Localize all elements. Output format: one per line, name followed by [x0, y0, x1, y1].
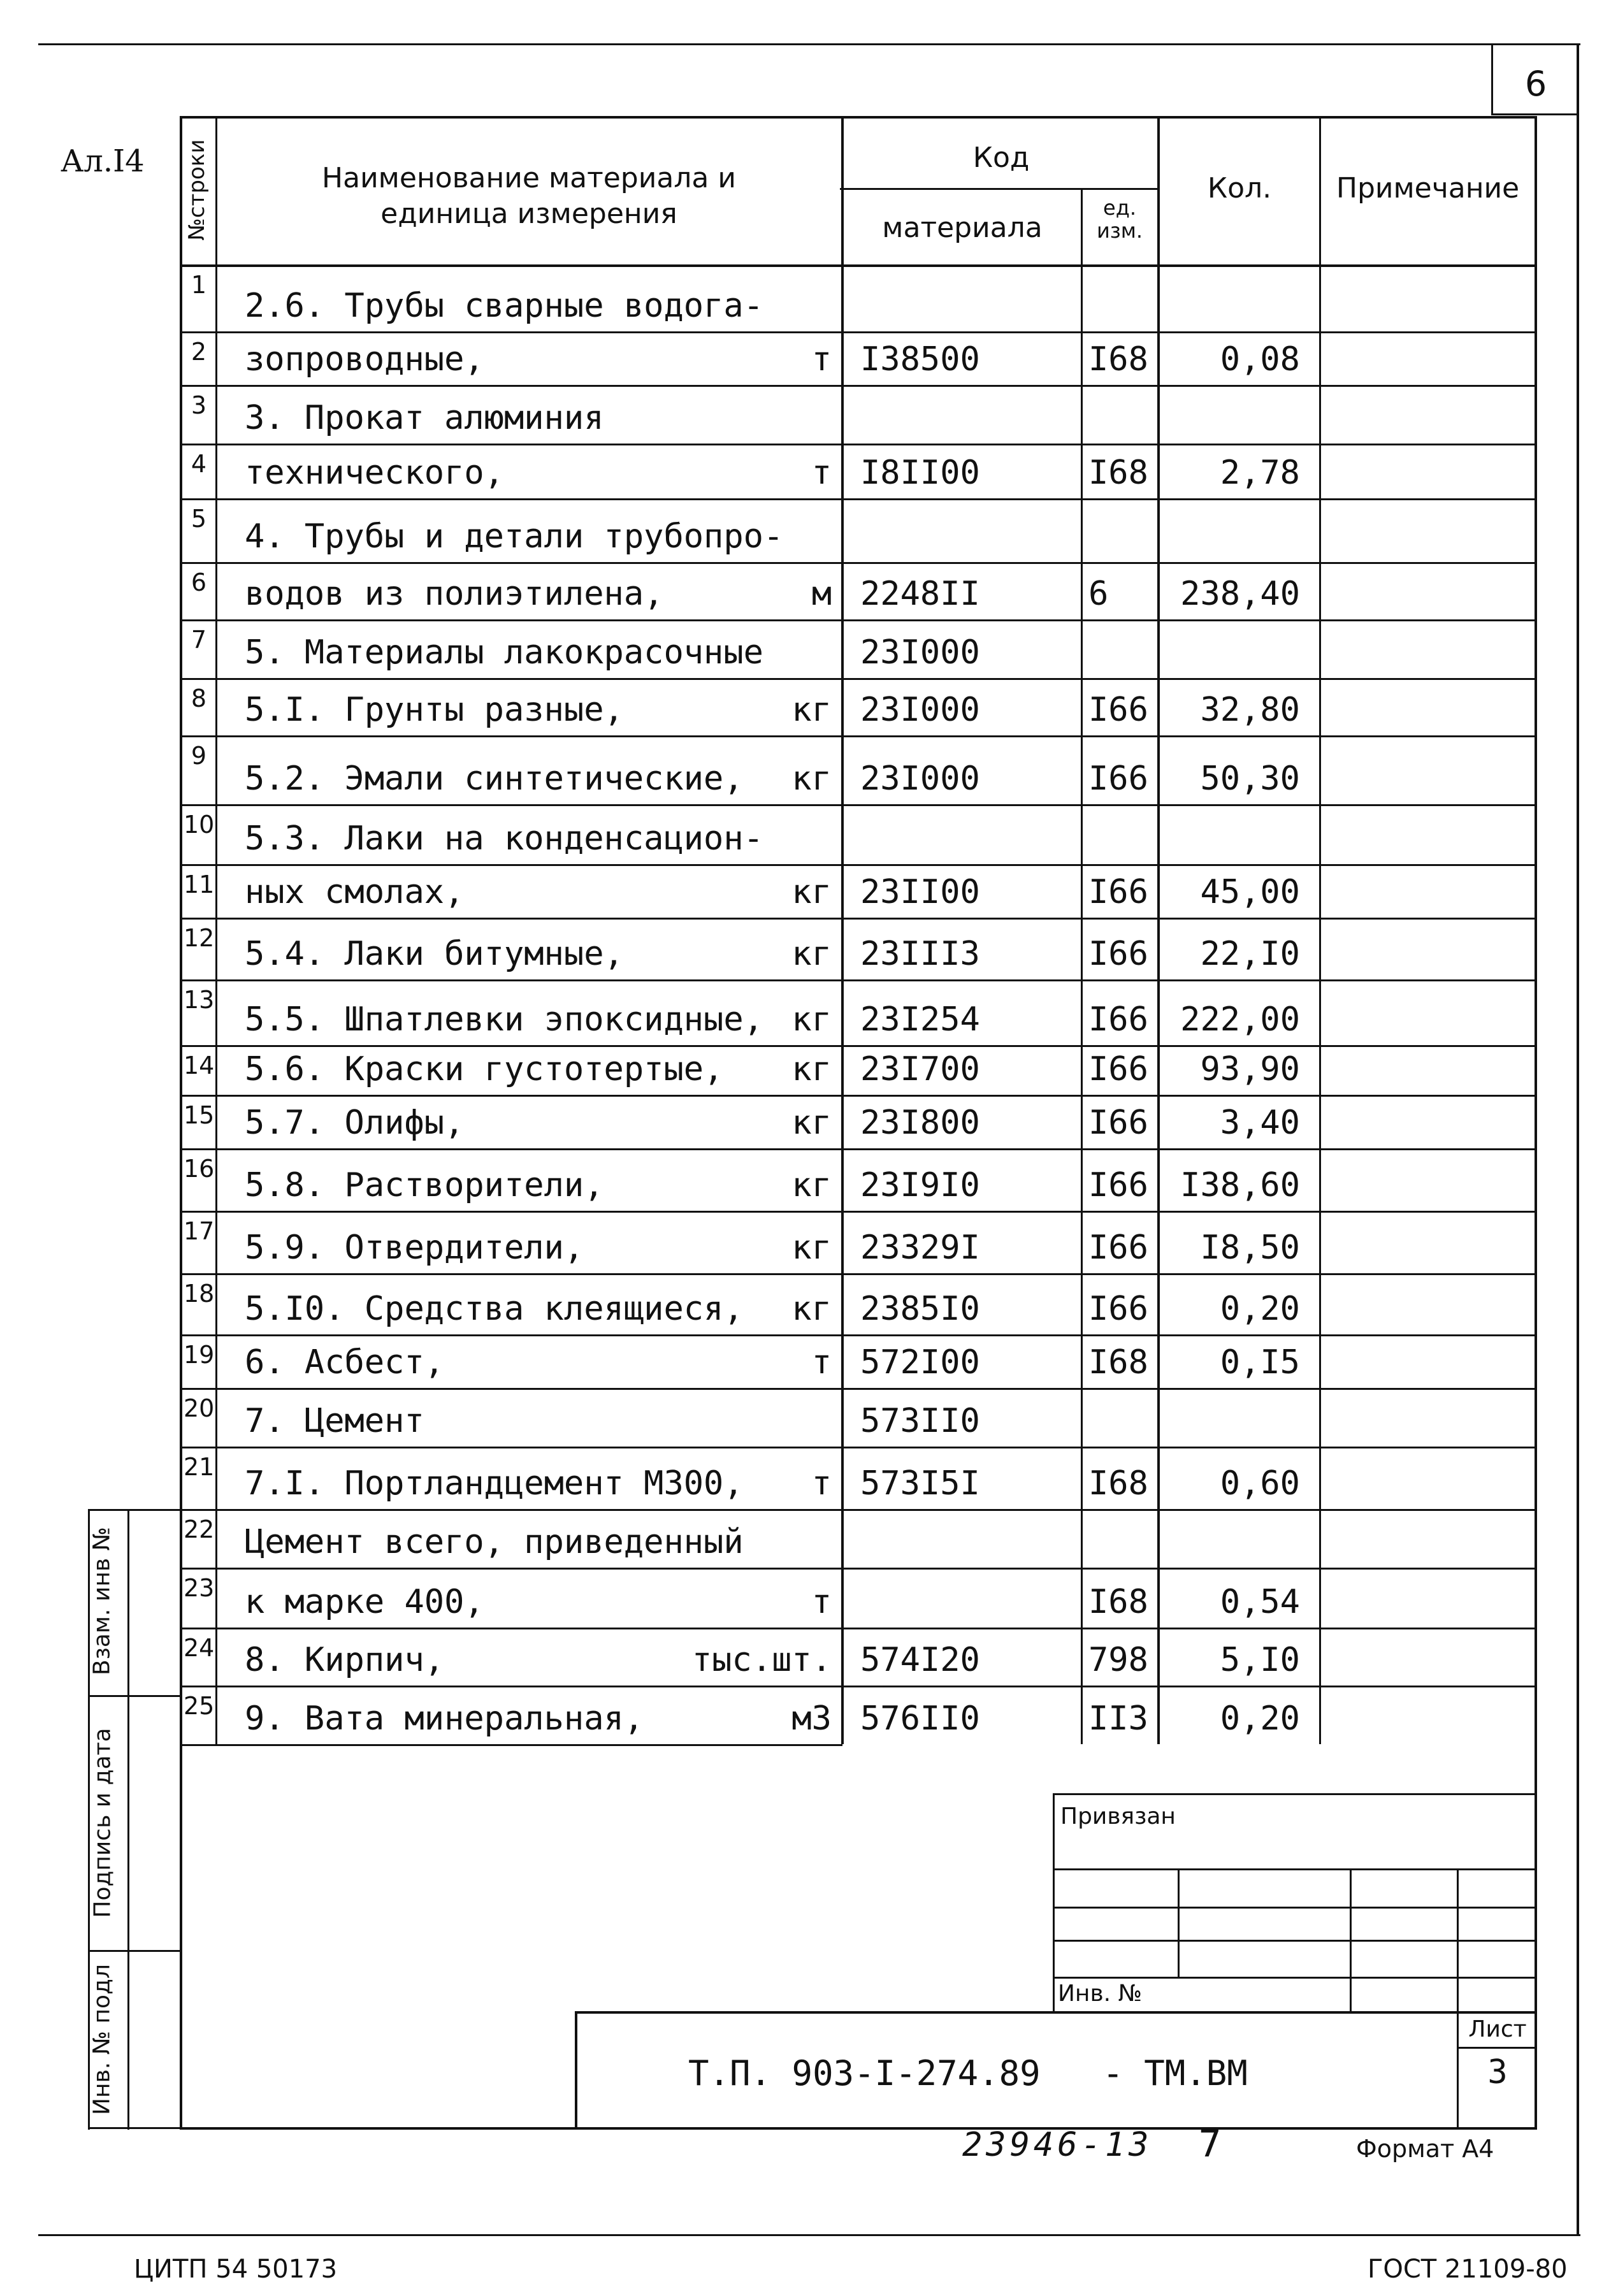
- material-name: 8. Кирпич,: [245, 1641, 445, 1679]
- footer-right: ГОСТ 21109-80: [1368, 2255, 1568, 2284]
- material-name: 2.6. Трубы сварные водога-: [245, 287, 763, 325]
- unit-code: I68: [1088, 340, 1148, 379]
- appendix-label: Ал.I4: [61, 143, 145, 179]
- material-name: 5.5. Шпатлевки эпоксидные,: [245, 1000, 763, 1039]
- material-name: технического,: [245, 454, 504, 492]
- material-name: 5.2. Эмали синтетические,: [245, 760, 744, 798]
- material-name: зопроводные,: [245, 340, 484, 379]
- quantity: 5,I0: [1220, 1641, 1300, 1679]
- row-number: 18: [184, 1280, 215, 1308]
- header-note: Примечание: [1336, 172, 1520, 205]
- unit-of-measure: кг: [791, 1000, 832, 1039]
- unit-code: I66: [1088, 1104, 1148, 1142]
- quantity: I8,50: [1200, 1229, 1300, 1267]
- material-code: 23329I: [860, 1229, 980, 1267]
- unit-code: I68: [1088, 1343, 1148, 1382]
- material-name: 5.7. Олифы,: [245, 1104, 465, 1142]
- quantity: 3,40: [1220, 1104, 1300, 1142]
- bottom-border: [38, 2234, 1580, 2236]
- row-number: 19: [184, 1341, 215, 1369]
- unit-code: 798: [1088, 1641, 1148, 1679]
- material-code: 576II0: [860, 1700, 980, 1738]
- material-code: 573II0: [860, 1402, 980, 1440]
- header-name: Наименование материала и единица измерения: [322, 162, 736, 230]
- unit-code: I68: [1088, 454, 1148, 492]
- unit-code: I66: [1088, 1166, 1148, 1204]
- row-number: 2: [191, 338, 207, 366]
- quantity: 0,60: [1220, 1464, 1300, 1503]
- material-name: 7. Цемент: [245, 1402, 424, 1440]
- material-name: 5.8. Растворители,: [245, 1166, 604, 1204]
- row-number: 1: [191, 271, 207, 299]
- row-number: 21: [184, 1453, 215, 1481]
- unit-of-measure: м3: [791, 1700, 832, 1738]
- unit-code: I66: [1088, 873, 1148, 911]
- material-name: 5.I. Грунты разные,: [245, 691, 624, 729]
- row-number: 25: [184, 1692, 215, 1720]
- material-name: 4. Трубы и детали трубопро-: [245, 517, 784, 556]
- material-code: 2248II: [860, 575, 980, 613]
- material-code: 23I000: [860, 633, 980, 672]
- unit-code: I68: [1088, 1583, 1148, 1621]
- row-number: 4: [191, 450, 207, 478]
- material-code: 2385I0: [860, 1290, 980, 1328]
- quantity: 45,00: [1200, 873, 1300, 911]
- material-code: I8II00: [860, 454, 980, 492]
- unit-of-measure: кг: [791, 1229, 832, 1267]
- row-number: 17: [184, 1217, 215, 1245]
- row-number: 23: [184, 1574, 215, 1602]
- list-label: Лист: [1468, 2016, 1527, 2042]
- material-code: 23I9I0: [860, 1166, 980, 1204]
- quantity: 50,30: [1200, 760, 1300, 798]
- quantity: 2,78: [1220, 454, 1300, 492]
- row-number: 16: [184, 1155, 215, 1183]
- header-qty: Кол.: [1207, 172, 1272, 205]
- sheet-corner-number: 6: [1524, 64, 1547, 104]
- material-code: 23I800: [860, 1104, 980, 1142]
- unit-of-measure: кг: [791, 1050, 832, 1088]
- quantity: 222,00: [1180, 1000, 1300, 1039]
- unit-code: I68: [1088, 1464, 1148, 1503]
- row-number: 12: [184, 924, 215, 952]
- material-code: 23II00: [860, 873, 980, 911]
- row-number: 22: [184, 1515, 215, 1543]
- unit-of-measure: кг: [791, 935, 832, 973]
- quantity: 238,40: [1180, 575, 1300, 613]
- row-number: 6: [191, 568, 207, 596]
- header-code: Код: [972, 141, 1030, 174]
- unit-code: I66: [1088, 691, 1148, 729]
- unit-of-measure: кг: [791, 873, 832, 911]
- material-name: 9. Вата минеральная,: [245, 1700, 644, 1738]
- row-number: 3: [191, 391, 207, 419]
- material-code: 23I000: [860, 760, 980, 798]
- material-code: 573I5I: [860, 1464, 980, 1503]
- row-number: 9: [191, 742, 207, 770]
- unit-of-measure: т: [811, 340, 832, 379]
- row-number: 8: [191, 684, 207, 712]
- unit-of-measure: кг: [791, 1290, 832, 1328]
- unit-code: I66: [1088, 1290, 1148, 1328]
- row-number: 11: [184, 870, 215, 899]
- unit-of-measure: кг: [791, 1166, 832, 1204]
- material-name: 7.I. Портландцемент М300,: [245, 1464, 744, 1503]
- material-code: 574I20: [860, 1641, 980, 1679]
- quantity: 32,80: [1200, 691, 1300, 729]
- stamp-vzam-inv: Взам. инв №: [89, 1527, 115, 1675]
- document-code: Т.П. 903-I-274.89 - ТМ.ВМ: [688, 2053, 1248, 2093]
- page-number: 7: [1198, 2122, 1222, 2165]
- material-name: 5.4. Лаки битумные,: [245, 935, 624, 973]
- unit-of-measure: кг: [791, 1104, 832, 1142]
- row-number: 7: [191, 626, 207, 654]
- material-name: 5.9. Отвердители,: [245, 1229, 584, 1267]
- material-name: 5.3. Лаки на конденсацион-: [245, 819, 763, 858]
- quantity: 22,I0: [1200, 935, 1300, 973]
- list-number: 3: [1487, 2053, 1508, 2091]
- material-name: 3. Прокат алюминия: [245, 399, 604, 437]
- privyazan-label: Привязан: [1060, 1803, 1176, 1830]
- quantity: 0,20: [1220, 1290, 1300, 1328]
- inv-no-label: Инв. №: [1058, 1981, 1143, 2007]
- material-code: 23I700: [860, 1050, 980, 1088]
- unit-code: I66: [1088, 1050, 1148, 1088]
- handwritten-number: 23946-13: [962, 2126, 1153, 2164]
- row-number: 10: [184, 811, 215, 839]
- row-number: 13: [184, 986, 215, 1014]
- material-code: 23I000: [860, 691, 980, 729]
- material-code: 23I254: [860, 1000, 980, 1039]
- unit-of-measure: т: [811, 1583, 832, 1621]
- unit-code: I66: [1088, 935, 1148, 973]
- material-name: к марке 400,: [245, 1583, 484, 1621]
- material-code: 23III3: [860, 935, 980, 973]
- unit-of-measure: т: [811, 1343, 832, 1382]
- header-row-no: №строки: [184, 139, 210, 241]
- stamp-podpis-data: Подпись и дата: [89, 1728, 116, 1918]
- unit-of-measure: м: [811, 575, 832, 613]
- material-name: водов из полиэтилена,: [245, 575, 664, 613]
- quantity: 0,08: [1220, 340, 1300, 379]
- material-name: 5.I0. Средства клеящиеся,: [245, 1290, 744, 1328]
- material-code: I38500: [860, 340, 980, 379]
- unit-of-measure: т: [811, 1464, 832, 1503]
- material-code: 572I00: [860, 1343, 980, 1382]
- header-code-material: материала: [882, 212, 1043, 244]
- material-name: 5.6. Краски густотертые,: [245, 1050, 724, 1088]
- quantity: 93,90: [1200, 1050, 1300, 1088]
- material-name: 5. Материалы лакокрасочные: [245, 633, 763, 672]
- unit-of-measure: т: [811, 454, 832, 492]
- header-code-unit: ед. изм.: [1096, 196, 1143, 243]
- format-label: Формат А4: [1356, 2135, 1494, 2163]
- unit-of-measure: кг: [791, 760, 832, 798]
- unit-code: I66: [1088, 1229, 1148, 1267]
- right-border: [1577, 43, 1579, 2235]
- top-border: [38, 43, 1580, 45]
- material-name: ных смолах,: [245, 873, 465, 911]
- material-name: Цемент всего, приведенный: [245, 1523, 744, 1561]
- row-number: 15: [184, 1101, 215, 1129]
- unit-of-measure: тыс.шт.: [691, 1641, 832, 1679]
- unit-code: II3: [1088, 1700, 1148, 1738]
- quantity: 0,20: [1220, 1700, 1300, 1738]
- quantity: 0,I5: [1220, 1343, 1300, 1382]
- material-name: 6. Асбест,: [245, 1343, 445, 1382]
- quantity: I38,60: [1180, 1166, 1300, 1204]
- stamp-inv-podl: Инв. № подл: [89, 1964, 115, 2115]
- row-number: 20: [184, 1394, 215, 1422]
- footer-left: ЦИТП 54 50173: [134, 2255, 338, 2284]
- unit-code: 6: [1088, 575, 1109, 613]
- row-number: 24: [184, 1634, 215, 1662]
- row-number: 5: [191, 505, 207, 533]
- unit-of-measure: кг: [791, 691, 832, 729]
- row-number: 14: [184, 1051, 215, 1079]
- quantity: 0,54: [1220, 1583, 1300, 1621]
- unit-code: I66: [1088, 760, 1148, 798]
- unit-code: I66: [1088, 1000, 1148, 1039]
